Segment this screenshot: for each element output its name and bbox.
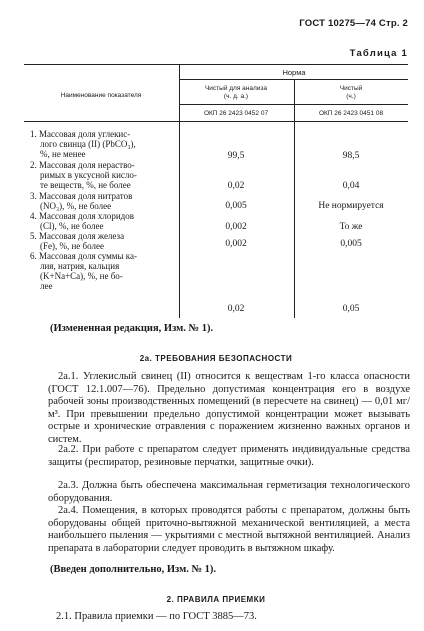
col1-abbr: (ч. д. а.) [223, 93, 249, 100]
paragraph-2a-2: 2а.2. При работе с препаратом следует применять индивидуальные средства защиты (респиратор, резиновые перчатки, защитные очки). [48, 444, 410, 468]
table-caption: Таблица 1 [349, 48, 408, 59]
norma-header: Норма [282, 68, 306, 77]
row-line: лия, натрия, кальция [40, 261, 120, 271]
col2-okp: ОКП 26 2423 0451 08 [318, 110, 384, 117]
row-6-value-1: 0,02 [227, 304, 245, 314]
row-line: (NO₃), %, не более [40, 201, 112, 211]
row-line: (K+Na+Ca), %, не бо- [40, 271, 123, 281]
table-top-border [24, 64, 408, 65]
paragraph-2-1: 2.1. Правила приемки — по ГОСТ 3885—73. [56, 611, 257, 622]
row-line: те веществ, %, не более [40, 180, 131, 190]
row-line: %, не менее [40, 149, 86, 159]
col1-title: Чистый для анализа [204, 85, 268, 92]
row-line: 1. Массовая доля углекис- [30, 129, 131, 139]
row-1-value-2: 98,5 [342, 151, 360, 161]
table-row-1-name [30, 129, 180, 159]
col2-title: Чистый [339, 85, 363, 92]
col2-abbr: (ч.) [346, 93, 356, 100]
row-2-value-2: 0,04 [342, 181, 360, 191]
col2-header [295, 85, 407, 101]
row-2-value-1: 0,02 [227, 181, 245, 191]
table-row-2-name [30, 160, 180, 190]
table-row-6-name [30, 251, 180, 291]
row-4-value-2: То же [339, 222, 363, 232]
row-3-value-1: 0,005 [225, 201, 247, 211]
row-line: (Fe), %, не более [40, 241, 104, 251]
row-line: 4. Массовая доля хлоридов [30, 211, 134, 221]
paragraph-2a-4: 2а.4. Помещения, в которых проводятся работы с препаратом, должны быть оборудованы общей приточно-вытяжной механической вентиляцией, а места наибольшего пыления — укрытиями с местной вытяжной вентиляцией. Анализ препарата в лаборатории следует проводить в вытяжном шкафу. [48, 505, 410, 554]
row-5-value-2: 0,005 [340, 239, 362, 249]
section-2a-title: 2а. ТРЕБОВАНИЯ БЕЗОПАСНОСТИ [139, 354, 293, 363]
paragraph-2a-1: 2а.1. Углекислый свинец (II) относится к веществам 1-го класса опасности (ГОСТ 12.1.007—76). Предельно допустимая концентрация его в воздухе рабочей зоны производственных помещений (в пересчете на свинец) — 0,01 мг/м³. При превышении предельно допустимой концентрации может вызывать острые и хронические отравления с поражением жизненно важных органов и систем. [48, 371, 410, 445]
row-line: 2. Массовая доля нераство- [30, 160, 135, 170]
row-5-value-1: 0,002 [225, 239, 247, 249]
col1-okp: ОКП 26 2423 0452 07 [203, 110, 269, 117]
row-line: (Cl), %, не более [40, 221, 104, 231]
amendment-note-2: (Введен дополнительно, Изм. № 1). [50, 564, 217, 575]
paragraph-2a-3: 2а.3. Должна быть обеспечена максимальная герметизация технологического оборудования. [48, 480, 410, 504]
row-line: лого свинца (II) (PbCO₃), [40, 139, 136, 149]
row-line: 5. Массовая доля железа [30, 231, 125, 241]
table-header-bottom [24, 121, 408, 122]
indicator-column-header: Наименование показателя [60, 92, 142, 99]
row-4-value-1: 0,002 [225, 222, 247, 232]
row-6-value-2: 0,05 [342, 304, 360, 314]
section-2-title: 2. ПРАВИЛА ПРИЕМКИ [166, 595, 266, 604]
table-row-4-name [30, 211, 180, 231]
row-line: 3. Массовая доля нитратов [30, 191, 133, 201]
page-header: ГОСТ 10275—74 Стр. 2 [299, 18, 408, 29]
row-line: 6. Массовая доля суммы ка- [30, 251, 138, 261]
col1-header [180, 85, 292, 101]
table-row-3-name [30, 191, 180, 211]
row-1-value-1: 99,5 [227, 151, 245, 161]
amendment-note-1: (Измененная редакция, Изм. № 1). [50, 323, 214, 334]
row-line: римых в уксусной кисло- [40, 170, 137, 180]
row-3-value-2: Не нормируется [318, 201, 384, 211]
row-line: лее [40, 281, 53, 291]
table-row-5-name [30, 231, 180, 251]
